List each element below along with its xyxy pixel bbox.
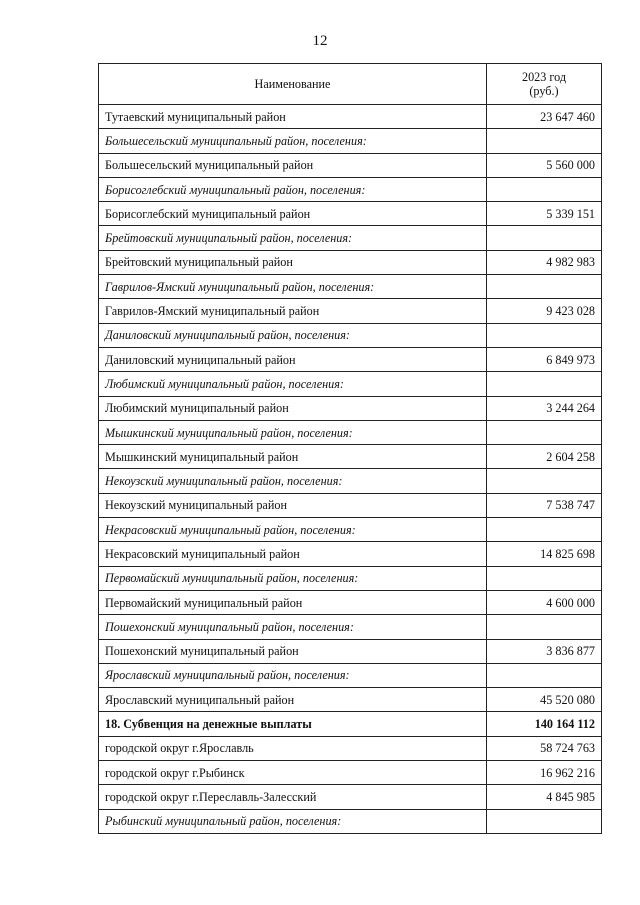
- row-value: 5 560 000: [487, 153, 602, 177]
- table-row: [99, 615, 602, 639]
- row-name: Ярославский муниципальный район: [99, 688, 487, 712]
- row-name: Ярославский муниципальный район, поселения:: [99, 663, 487, 687]
- row-name: Рыбинский муниципальный район, поселения:: [99, 809, 487, 833]
- row-value: 4 982 983: [487, 250, 602, 274]
- row-name: Мышкинский муниципальный район: [99, 445, 487, 469]
- row-name: Любимский муниципальный район, поселения:: [99, 372, 487, 396]
- row-name: Первомайский муниципальный район: [99, 590, 487, 614]
- table-body: [99, 105, 602, 834]
- row-name: Большесельский муниципальный район: [99, 153, 487, 177]
- table-row: [99, 542, 602, 566]
- budget-table: [98, 63, 602, 834]
- table-row: [99, 590, 602, 614]
- row-value: [487, 372, 602, 396]
- header-year: [487, 64, 602, 105]
- row-value: [487, 226, 602, 250]
- table-row: [99, 566, 602, 590]
- row-name: Первомайский муниципальный район, поселения:: [99, 566, 487, 590]
- table-row: [99, 688, 602, 712]
- row-name: Пошехонский муниципальный район, поселения:: [99, 615, 487, 639]
- header-name: Наименование: [99, 64, 487, 105]
- header-year-label: 2023 год: [521, 70, 567, 84]
- table-row: [99, 250, 602, 274]
- row-name: Гаврилов-Ямский муниципальный район: [99, 299, 487, 323]
- row-value: [487, 177, 602, 201]
- table-row: [99, 202, 602, 226]
- table-row: [99, 372, 602, 396]
- row-name: Большесельский муниципальный район, поселения:: [99, 129, 487, 153]
- row-value: [487, 323, 602, 347]
- row-value: 4 600 000: [487, 590, 602, 614]
- table-row: [99, 445, 602, 469]
- table-row: [99, 347, 602, 371]
- table-row: [99, 129, 602, 153]
- table-row: [99, 420, 602, 444]
- row-name: городской округ г.Рыбинск: [99, 761, 487, 785]
- row-name: Некрасовский муниципальный район: [99, 542, 487, 566]
- row-name: Пошехонский муниципальный район: [99, 639, 487, 663]
- row-name: городской округ г.Ярославль: [99, 736, 487, 760]
- table-row: [99, 518, 602, 542]
- table-row: [99, 105, 602, 129]
- page-number: 12: [312, 33, 328, 49]
- table-row: [99, 761, 602, 785]
- row-name: Любимский муниципальный район: [99, 396, 487, 420]
- row-value: 16 962 216: [487, 761, 602, 785]
- row-value: [487, 809, 602, 833]
- row-value: 9 423 028: [487, 299, 602, 323]
- row-value: 2 604 258: [487, 445, 602, 469]
- row-name: Некоузский муниципальный район, поселения:: [99, 469, 487, 493]
- row-value: 23 647 460: [487, 105, 602, 129]
- table-row: [99, 323, 602, 347]
- table-row: [99, 493, 602, 517]
- row-name: Мышкинский муниципальный район, поселения:: [99, 420, 487, 444]
- table-row: [99, 226, 602, 250]
- table-row: [99, 736, 602, 760]
- table-row: [99, 469, 602, 493]
- row-name: Даниловский муниципальный район, поселения:: [99, 323, 487, 347]
- row-value: [487, 566, 602, 590]
- row-value: [487, 275, 602, 299]
- row-value: 14 825 698: [487, 542, 602, 566]
- row-value: 140 164 112: [487, 712, 602, 736]
- row-name: Борисоглебский муниципальный район: [99, 202, 487, 226]
- table-row: [99, 809, 602, 833]
- table-row: [99, 663, 602, 687]
- row-name: Брейтовский муниципальный район: [99, 250, 487, 274]
- row-name: Даниловский муниципальный район: [99, 347, 487, 371]
- table-row: [99, 299, 602, 323]
- row-name: Брейтовский муниципальный район, поселения:: [99, 226, 487, 250]
- row-name: Некоузский муниципальный район: [99, 493, 487, 517]
- table-header-row: [99, 64, 602, 105]
- row-name: Тутаевский муниципальный район: [99, 105, 487, 129]
- row-name: городской округ г.Переславль-Залесский: [99, 785, 487, 809]
- table-row: [99, 785, 602, 809]
- row-value: [487, 518, 602, 542]
- row-value: 7 538 747: [487, 493, 602, 517]
- row-name: 18. Субвенция на денежные выплаты: [99, 712, 487, 736]
- table-row: [99, 177, 602, 201]
- row-value: 58 724 763: [487, 736, 602, 760]
- table-row: [99, 275, 602, 299]
- row-value: [487, 663, 602, 687]
- header-unit-label: (руб.): [529, 84, 559, 98]
- row-value: 3 244 264: [487, 396, 602, 420]
- row-value: [487, 129, 602, 153]
- row-value: 4 845 985: [487, 785, 602, 809]
- table-row: [99, 639, 602, 663]
- row-value: 45 520 080: [487, 688, 602, 712]
- row-value: [487, 420, 602, 444]
- row-value: [487, 615, 602, 639]
- row-value: 3 836 877: [487, 639, 602, 663]
- row-value: [487, 469, 602, 493]
- row-name: Борисоглебский муниципальный район, поселения:: [99, 177, 487, 201]
- row-name: Некрасовский муниципальный район, поселения:: [99, 518, 487, 542]
- row-value: 6 849 973: [487, 347, 602, 371]
- row-value: 5 339 151: [487, 202, 602, 226]
- row-name: Гаврилов-Ямский муниципальный район, поселения:: [99, 275, 487, 299]
- table-row: [99, 712, 602, 736]
- table-row: [99, 153, 602, 177]
- table-row: [99, 396, 602, 420]
